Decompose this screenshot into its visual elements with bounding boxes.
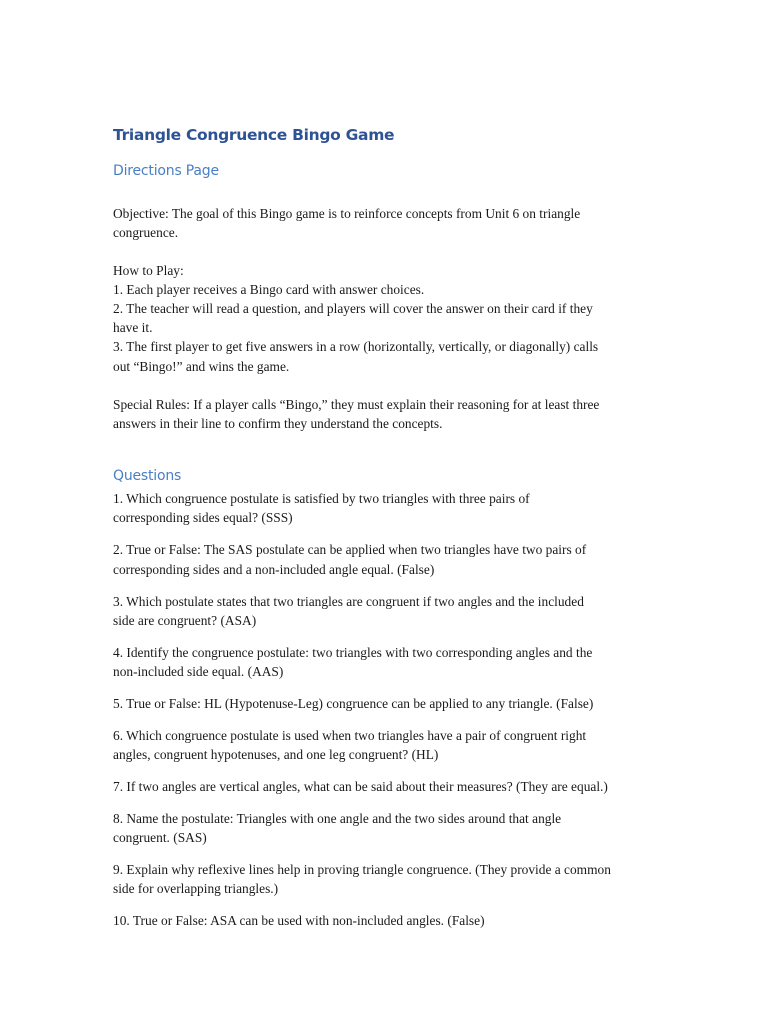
- how-to-play-step: have it.: [113, 320, 153, 335]
- how-to-play-label: How to Play:: [113, 263, 184, 278]
- question-line: 5. True or False: HL (Hypotenuse-Leg) congruence can be applied to any triangle. (False): [113, 696, 594, 711]
- question-line: 9. Explain why reflexive lines help in proving triangle congruence. (They provide a common: [113, 862, 611, 877]
- how-to-play-step: 1. Each player receives a Bingo card with answer choices.: [113, 282, 425, 297]
- question-line: angles, congruent hypotenuses, and one leg congruent? (HL): [113, 747, 439, 762]
- question-line: corresponding sides equal? (SSS): [113, 510, 293, 525]
- question-line: congruent. (SAS): [113, 830, 207, 845]
- how-to-play-step: 2. The teacher will read a question, and players will cover the answer on their card if they: [113, 301, 593, 316]
- how-to-play-step: 3. The first player to get five answers in a row (horizontally, vertically, or diagonally) calls: [113, 339, 599, 354]
- question-line: 1. Which congruence postulate is satisfied by two triangles with three pairs of: [113, 491, 530, 506]
- special-rules-line: Special Rules: If a player calls “Bingo,” they must explain their reasoning for at least three: [113, 397, 600, 412]
- question-line: 4. Identify the congruence postulate: two triangles with two corresponding angles and the: [113, 645, 593, 660]
- objective-line: congruence.: [113, 225, 179, 240]
- question-line: 2. True or False: The SAS postulate can be applied when two triangles have two pairs of: [113, 542, 587, 557]
- question-line: 6. Which congruence postulate is used when two triangles have a pair of congruent right: [113, 728, 587, 743]
- question-line: side are congruent? (ASA): [113, 613, 257, 628]
- question-line: 3. Which postulate states that two triangles are congruent if two angles and the included: [113, 594, 584, 609]
- questions-heading: Questions: [113, 468, 182, 484]
- question-line: non-included side equal. (AAS): [113, 664, 284, 679]
- question-line: corresponding sides and a non-included angle equal. (False): [113, 562, 435, 577]
- question-line: 8. Name the postulate: Triangles with one angle and the two sides around that angle: [113, 811, 562, 826]
- document-title: Triangle Congruence Bingo Game: [113, 126, 395, 144]
- objective-line: Objective: The goal of this Bingo game is to reinforce concepts from Unit 6 on triangle: [113, 206, 581, 221]
- directions-heading: Directions Page: [113, 163, 219, 179]
- special-rules-line: answers in their line to confirm they understand the concepts.: [113, 416, 443, 431]
- question-line: 7. If two angles are vertical angles, what can be said about their measures? (They are equal.): [113, 779, 608, 794]
- question-line: side for overlapping triangles.): [113, 881, 279, 896]
- how-to-play-step: out “Bingo!” and wins the game.: [113, 359, 290, 374]
- question-line: 10. True or False: ASA can be used with non-included angles. (False): [113, 913, 485, 928]
